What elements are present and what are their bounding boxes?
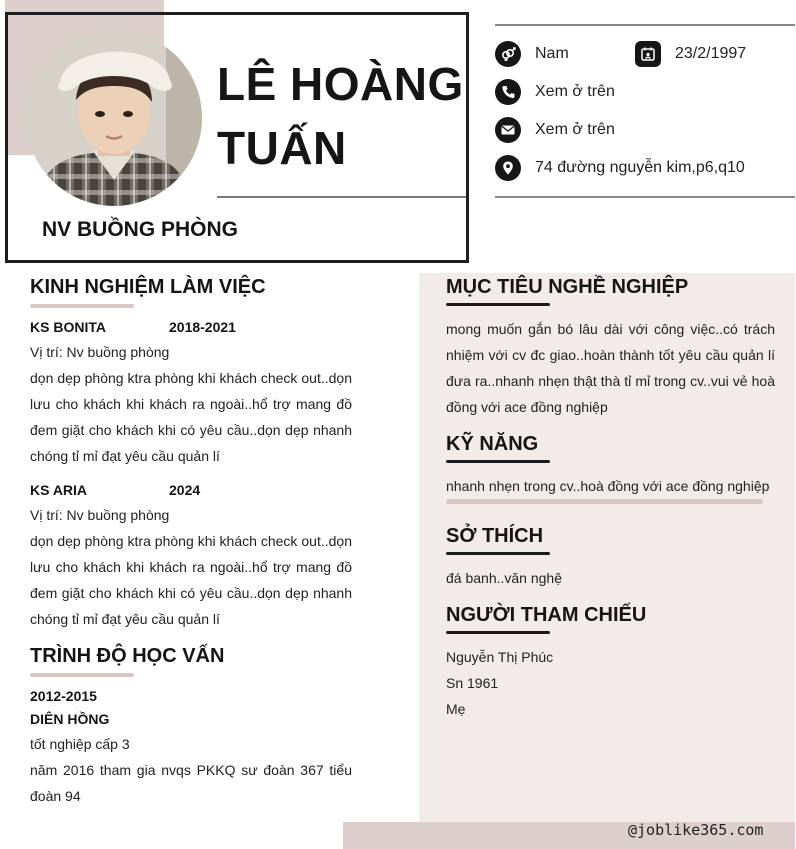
mail-icon — [495, 117, 521, 143]
experience-2-position: Vị trí: Nv buồng phòng — [30, 507, 170, 523]
footer-watermark: @joblike365.com — [628, 821, 764, 839]
hobbies-heading-rule — [446, 552, 550, 555]
experience-1-position: Vị trí: Nv buồng phòng — [30, 344, 170, 360]
experience-heading-rule — [30, 304, 134, 308]
hobbies-text: đá banh..văn nghệ — [446, 570, 562, 586]
education-line-1: tốt nghiệp cấp 3 — [30, 736, 130, 752]
education-heading: TRÌNH ĐỘ HỌC VẤN — [30, 645, 225, 667]
contact-bottom-divider — [495, 196, 795, 198]
contact-gender — [495, 41, 569, 67]
gender-icon — [495, 41, 521, 67]
reference-year: Sn 1961 — [446, 675, 499, 691]
experience-2-company: KS ARIA — [30, 482, 88, 498]
reference-name: Nguyễn Thị Phúc — [446, 649, 554, 665]
hobbies-heading: SỞ THÍCH — [446, 525, 544, 547]
education-heading-rule — [30, 673, 134, 677]
phone-icon — [495, 79, 521, 105]
contact-birthdate — [635, 41, 746, 67]
reference-heading-rule — [446, 631, 550, 634]
birthdate-value: 23/2/1997 — [675, 45, 747, 62]
experience-1-period: 2018-2021 — [169, 319, 236, 335]
skills-heading-rule — [446, 460, 550, 463]
education-line-2: năm 2016 tham gia nvqs PKKQ sư đoàn 367 tiểu đoàn 94 — [30, 762, 352, 804]
skills-heading: KỸ NĂNG — [446, 433, 539, 455]
experience-1-company: KS BONITA — [30, 319, 106, 335]
experience-2-description: dọn dẹp phòng ktra phòng khi khách check out..dọn lưu cho khách khi khách ra ngoài..hổ trợ mang đồ đem giặt cho khách khi có yêu cầu..dọn dẹp nhanh chóng tỉ mỉ đạt yêu cầu quản lí — [30, 533, 352, 627]
address-value: 74 đường nguyễn kim,p6,q10 — [535, 159, 745, 176]
contact-email — [495, 117, 615, 143]
location-pin-icon — [495, 155, 521, 181]
reference-heading: NGƯỜI THAM CHIẾU — [446, 604, 647, 626]
job-title: NV BUỒNG PHÒNG — [42, 218, 239, 241]
phone-value: Xem ở trên — [535, 83, 615, 100]
avatar — [26, 30, 202, 206]
name-divider — [217, 196, 466, 198]
experience-2-period: 2024 — [169, 482, 201, 498]
name-line-1: LÊ HOÀNG — [217, 58, 464, 110]
gender-value: Nam — [535, 45, 569, 62]
objective-text: mong muốn gắn bó lâu dài với công việc..có trách nhiệm với cv đc giao..hoàn thành tốt yêu cầu quản lí đưa ra..nhanh nhẹn thật thà tỉ mỉ trong cv..vui vẻ hoà đồng với ace đồng nghiệp — [446, 321, 775, 415]
calendar-icon — [635, 41, 661, 67]
name-line-2: TUẤN — [217, 122, 347, 174]
contact-top-divider — [495, 24, 795, 26]
objective-heading: MỤC TIÊU NGHỀ NGHIỆP — [446, 276, 689, 298]
education-school: DIÊN HỒNG — [30, 711, 110, 727]
education-period: 2012-2015 — [30, 688, 97, 704]
experience-heading: KINH NGHIỆM LÀM VIỆC — [30, 276, 266, 298]
contact-address — [495, 155, 745, 181]
contact-phone — [495, 79, 615, 105]
objective-heading-rule — [446, 303, 550, 306]
skills-text: nhanh nhẹn trong cv..hoà đồng với ace đồng nghiệp — [446, 478, 770, 494]
skill-level-bar — [446, 499, 763, 504]
experience-1-description: dọn dẹp phòng ktra phòng khi khách check out..dọn lưu cho khách khi khách ra ngoài..hổ trợ mang đồ đem giặt cho khách khi có yêu cầu..dọn dẹp nhanh chóng tỉ mỉ đạt yêu cầu quản lí — [30, 370, 352, 464]
candidate-name — [217, 52, 467, 180]
email-value: Xem ở trên — [535, 121, 615, 138]
reference-relation: Mẹ — [446, 701, 466, 717]
